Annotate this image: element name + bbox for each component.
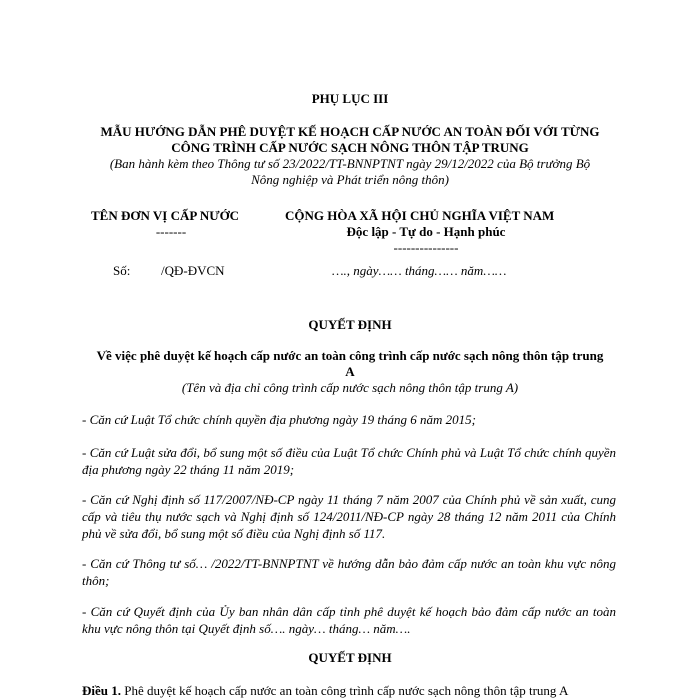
country-name: CỘNG HÒA XÃ HỘI CHỦ NGHĨA VIỆT NAM — [285, 208, 555, 223]
decision-heading: QUYẾT ĐỊNH — [308, 317, 392, 332]
issued-note-line2: Nông nghiệp và Phát triển nông thôn) — [251, 172, 449, 187]
number-code: /QĐ-ĐVCN — [161, 263, 225, 278]
article-1 — [82, 683, 568, 699]
form-title-line1: MẪU HƯỚNG DẪN PHÊ DUYỆT KẾ HOẠCH CẤP NƯỚC AN TOÀN ĐỐI VỚI TỪNG — [100, 124, 600, 139]
unit-dashes: ------- — [155, 224, 187, 239]
article-1-label: Điều 1. — [82, 683, 121, 698]
legal-basis-3: - Căn cứ Nghị định số 117/2007/NĐ-CP ngày 11 tháng 7 năm 2007 của Chính phủ về sản xuất, cung cấp và tiêu thụ nước sạch và Nghị định số 124/2011/NĐ-CP ngày 28 tháng 12 năm 2011 của Chính phủ về sửa đổi, bổ sung một số điều của Nghị định số 117. — [82, 492, 616, 541]
legal-basis-1: - Căn cứ Luật Tổ chức chính quyền địa phương ngày 19 tháng 6 năm 2015; — [82, 412, 476, 427]
appendix-title: PHỤ LỤC III — [311, 91, 389, 106]
decision-subject-line1: Về việc phê duyệt kế hoạch cấp nước an toàn công trình cấp nước sạch nông thôn tập trung — [96, 348, 604, 363]
number-label: Số: — [113, 263, 131, 278]
legal-basis-4: - Căn cứ Thông tư số… /2022/TT-BNNPTNT về hướng dẫn bảo đảm cấp nước an toàn khu vực nông thôn; — [82, 556, 616, 588]
article-1-text: Phê duyệt kế hoạch cấp nước an toàn công trình cấp nước sạch nông thôn tập trung A — [121, 683, 569, 698]
decision-heading-2: QUYẾT ĐỊNH — [308, 650, 392, 665]
legal-basis-5: - Căn cứ Quyết định của Ủy ban nhân dân cấp tỉnh phê duyệt kế hoạch bảo đảm cấp nước an toàn khu vực nông thôn tại Quyết định số…. ngày… tháng… năm…. — [82, 604, 616, 636]
decision-subject-line2: A — [345, 364, 355, 379]
issued-note-line1: (Ban hành kèm theo Thông tư số 23/2022/TT-BNNPTNT ngày 29/12/2022 của Bộ trưởng Bộ — [109, 156, 591, 171]
motto-dashes: --------------- — [393, 240, 459, 255]
decision-subject-note: (Tên và địa chỉ công trình cấp nước sạch nông thôn tập trung A) — [181, 380, 519, 395]
legal-basis-2: - Căn cứ Luật sửa đổi, bổ sung một số điều của Luật Tổ chức Chính phủ và Luật Tổ chức chính quyền địa phương ngày 22 tháng 11 năm 2019; — [82, 445, 616, 477]
form-title-line2: CÔNG TRÌNH CẤP NƯỚC SẠCH NÔNG THÔN TẬP TRUNG — [171, 140, 529, 155]
unit-name: TÊN ĐƠN VỊ CẤP NƯỚC — [91, 208, 240, 223]
date-line: …., ngày…… tháng…… năm…… — [332, 263, 507, 278]
national-motto: Độc lập - Tự do - Hạnh phúc — [346, 224, 506, 239]
